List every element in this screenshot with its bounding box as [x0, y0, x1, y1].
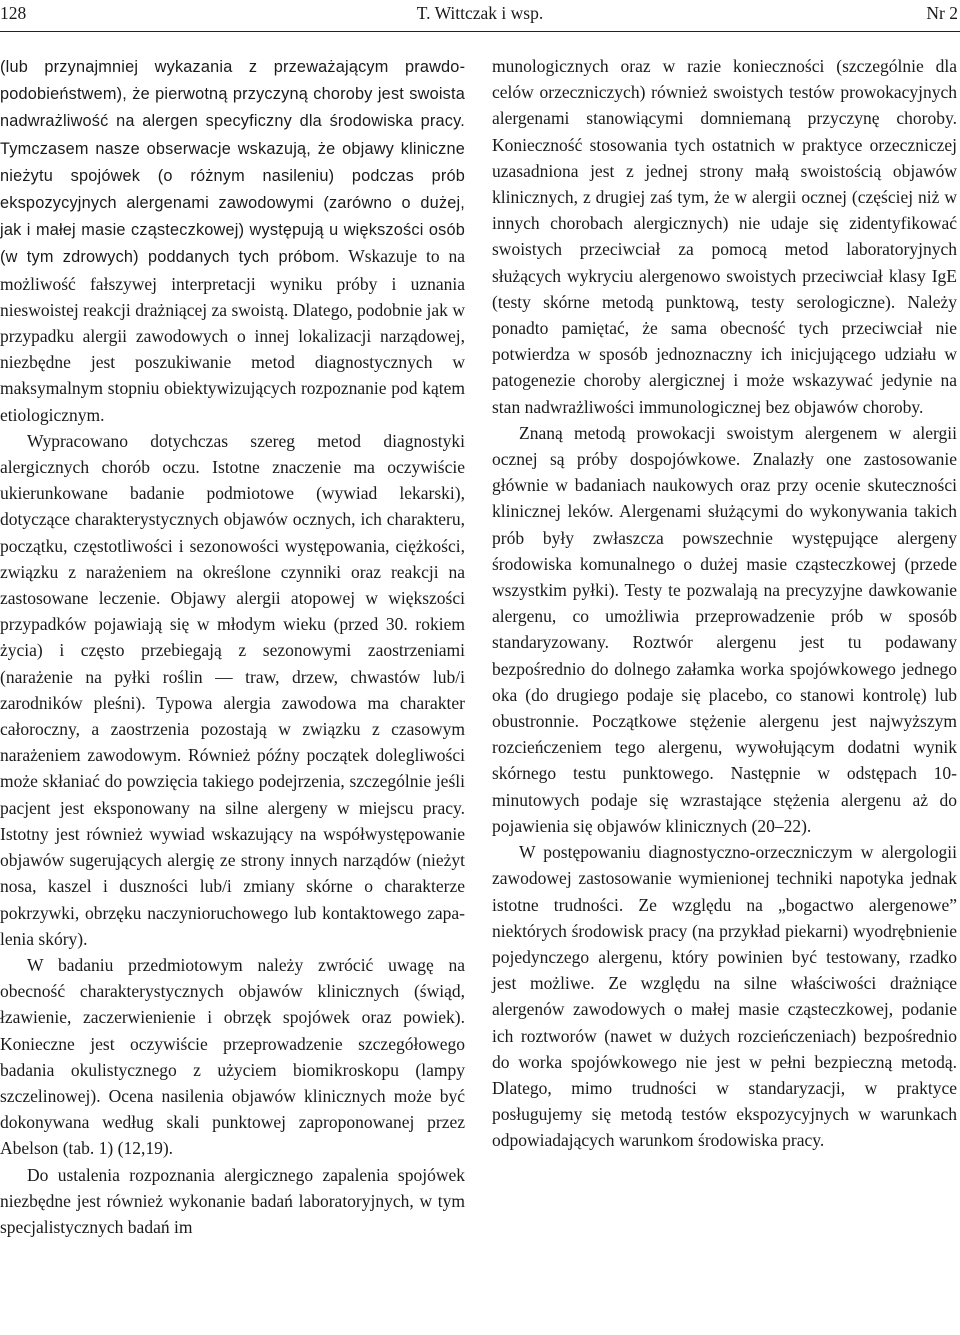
paragraph: munologicznych oraz w razie konieczności (szczególnie dla celów orzeczniczych) również swoistych testów prowokacyjnych alergenami stanowiącymi domniemaną przyczynę choroby. Konieczność stosowania tych ostatnich w praktyce orzeczniczej uzasadniona jest z jednej strony małą swoistością objawów klinicznych, z drugiej zaś tym, że w alergii ocznej (częściej niż w innych chorobach alergicznych) nie udaje się zidentyfikować swoistych przeciwciał za pomocą metod laboratoryjnych służących wykryciu alergenowo swoistych przeciwciał klasy IgE (testy skórne metodą punktową, testy serologiczne). Należy ponadto pamiętać, że sama obecność tych przeciwciał nie potwierdza w sposób jednoznaczny ich inicjującego udziału w patogenezie choroby alergicznej i może wskazywać jedynie na stan nadwrażliwości immunologicznej bez objawów choroby. — [492, 56, 957, 417]
paragraph: W postępowaniu diagnostyczno-orzeczniczym w alergologii zawodowej zastosowanie wymienionej techniki napotyka jednak istotne trudności. Ze względu na „bogactwo alergenowe” niektórych środowisk pracy (na przykład piekarni) wyodrębnienie pojedynczego alergenu, który powinien być testowany, rzadko jest możliwe. Ze względu na silne właściwości drażniące alergenów zawodowych o małej masie cząsteczkowej, podanie ich roztworów (nawet w dużych rozcieńczeniach) bezpośrednio do worka spojówkowego nie jest w pełni bezpieczną metodą. Dlatego, mimo trudności w standaryzacji, w praktyce posługujemy się metodą testów ekspozycyjnych w warunkach odpowiadających warunkom środowiska pracy. — [492, 842, 957, 1151]
paragraph-serif-segment: Wskazuje to na możliwość fałszywej interpretacji wyniku próby i uznania nieswoistej reakcji drażniącej za swoistą. Dlatego, podobnie jak w przypadku alergii zawodowych o innej lokalizacji narządowej, niezbędne jest poszukiwanie metod diagnostycznych w maksymalnym stopniu obiektywizujących rozpoznanie pod kątem etiologicznym. — [0, 246, 466, 425]
paragraph: Do ustalenia rozpoznania alergicznego zapalenia spojówek niezbędne jest również wykonanie badań laboratoryjnych, w tym specjalistycznych badań im — [0, 1164, 465, 1237]
page-number: 128 — [0, 3, 27, 23]
running-header — [0, 0, 960, 30]
header-rule — [0, 31, 960, 32]
issue-number: Nr 2 — [926, 3, 958, 23]
left-column — [0, 53, 465, 1240]
paragraph-sans-segment: (lub przynajmniej wykazania z przeważającym prawdopodobieństwem), że pierwotną przyczyną choroby jest swoista nadwrażliwość na alergen specyficzny dla środowiska pracy. Tymczasem nasze obserwacje wskazują, że objawy kliniczne nieżytu spojówek (o różnym nasileniu) podczas prób ekspozycyjnych alergenami zawodowymi (zarówno o dużej, jak i małej masie cząsteczkowej) występują u większości osób (w tym zdrowych) poddanych tych próbom. — [0, 58, 465, 267]
paragraph: Znaną metodą prowokacji swoistym alergenem w alergii ocznej są próby dospojówkowe. Znalazły one zastosowanie głównie w badaniach naukowych oraz przy ocenie skuteczności klinicznej leków. Alergenami służącymi do wykonywania takich prób były zwłaszcza powszechnie występujące alergeny środowiska komunalnego o dużej masie cząsteczkowej (przede wszystkim pyłki). Testy te pozwalają na precyzyjne dawkowanie alergenu, co umożliwia przeprowadzenie prób w sposób standaryzowany. Roztwór alergenu jest tu podawany bezpośrednio do dolnego załamka worka spojówkowego jednego oka (do drugiego podaje się placebo, co stanowi kontrolę) lub obustronnie. Początkowe stężenie alergenu jest najwyższym rozcieńczeniem tego alergenu, wywołującym dodatni wynik skórnego testu punktowego. Następnie w odstępach 10-minutowych podaje się wzrastające stężenia alergenu aż do pojawienia się objawów klinicznych (20–22). — [492, 422, 957, 836]
paragraph: W badaniu przedmiotowym należy zwrócić uwagę na obecność charakterystycznych objawów klinicznych (świąd, łzawienie, zaczerwienienie i obrzęk spojówek oraz powiek). Konieczne jest oczywiście przeprowadzenie szczegółowego badania okulistycznego z użyciem biomikroskopu (lampy szczelinowej). Ocena nasilenia objawów klinicznych może być dokonywana według skali punktowej zaproponowanej przez Abelson (tab. 1) (12,19). — [0, 954, 465, 1159]
running-header-authors: T. Wittczak i wsp. — [416, 3, 544, 23]
paragraph — [0, 53, 465, 428]
paragraph: Wypracowano dotychczas szereg metod diagnostyki alergicznych chorób oczu. Istotne znaczenie ma oczywiście ukierunkowane badanie podmiotowe (wywiad lekarski), dotyczące charakterystycznych objawów ocznych, ich charakteru, początku, częstotliwości i sezonowości występowania, ciężkości, związku z narażeniem na określone czynniki oraz reakcji na zastosowane leczenie. Objawy alergii atopowej w większości przypadków pojawiają się w młodym wieku (przed 30. rokiem życia) i często przebiegają z sezonowymi zaostrzeniami (narażenie na pyłki roślin — traw, drzew, chwastów lub/i zarodników pleśni). Typowa alergia zawodowa ma charakter całoroczny, a zaostrzenia pozostają w związku z czasowym narażeniem zawodowym. Również późny początek dolegliwości może skłaniać do powzięcia takiego podejrzenia, szczególnie jeśli pacjent jest eksponowany na silne alergeny w miejscu pracy. Istotny jest również wywiad wskazujący na współwystępowanie objawów sugerujących alergię ze strony innych narządów (nieżyt nosa, kaszel i duszności lub/i zmiany skórne o charakterze pokrzywki, obrzęku naczynioruchowego lub kontaktowego zapalenia skóry). — [0, 430, 465, 949]
right-column — [492, 53, 957, 1154]
